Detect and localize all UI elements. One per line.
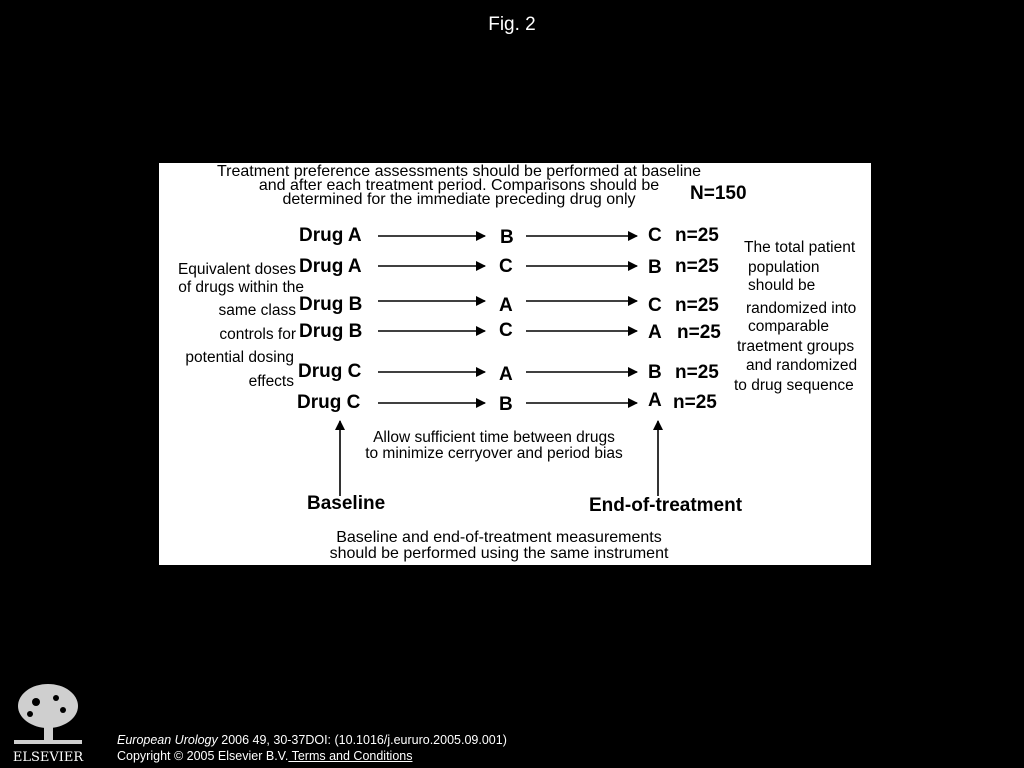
bottom-note-2: should be performed using the same instrument	[329, 545, 669, 562]
seq-4-n: n=25	[677, 322, 721, 343]
seq-2-second: C	[499, 256, 513, 277]
left-note-3: same class	[218, 302, 296, 319]
baseline-label: Baseline	[307, 493, 386, 514]
seq-1-n: n=25	[675, 225, 719, 246]
seq-1-second: B	[500, 227, 514, 248]
seq-5-n: n=25	[675, 362, 719, 383]
copyright-line	[117, 749, 412, 763]
seq-3-second: A	[499, 295, 513, 316]
terms-link[interactable]: Terms and Conditions	[288, 749, 413, 763]
right-note-7: and randomized	[746, 357, 858, 374]
right-note-8: to drug sequence	[734, 377, 854, 394]
seq-4-second: C	[499, 320, 513, 341]
seq-3-third: C	[648, 295, 662, 316]
right-note-6: traetment groups	[737, 338, 855, 355]
seq-2-third: B	[648, 257, 662, 278]
header-line-1: Treatment preference assessments should be performed at baseline	[216, 163, 702, 180]
copyright-text: Copyright © 2005 Elsevier B.V.	[117, 749, 289, 763]
left-note-4: controls for	[219, 326, 296, 343]
right-note-4: randomized into	[746, 300, 857, 317]
seq-4-first: Drug B	[299, 321, 363, 342]
seq-6-third: A	[648, 390, 662, 411]
figure-title: Fig. 2	[488, 14, 536, 35]
journal-name: European Urology	[117, 733, 218, 747]
diagram-panel	[159, 163, 871, 565]
seq-1-third: C	[648, 225, 662, 246]
seq-5-first: Drug C	[298, 361, 362, 382]
seq-6-first: Drug C	[297, 392, 361, 413]
seq-4-third: A	[648, 322, 662, 343]
end-of-treatment-label: End-of-treatment	[589, 495, 743, 516]
left-note-6: effects	[248, 373, 294, 390]
seq-6-second: B	[499, 394, 513, 415]
right-note-3: should be	[748, 277, 816, 294]
bottom-note-1: Baseline and end-of-treatment measurements	[336, 529, 662, 546]
seq-6-n: n=25	[673, 392, 717, 413]
header-line-2: and after each treatment period. Comparisons should be	[258, 177, 660, 194]
left-note-5: potential dosing	[185, 349, 294, 366]
citation-line	[117, 733, 507, 747]
left-note-2: of drugs within the	[178, 279, 304, 296]
total-n: N=150	[690, 183, 747, 204]
elsevier-logo	[8, 680, 88, 764]
seq-2-n: n=25	[675, 256, 719, 277]
left-note-1: Equivalent doses	[177, 261, 296, 278]
washout-note-2: to minimize cerryover and period bias	[365, 445, 623, 462]
header-line-3: determined for the immediate preceding drug only	[282, 191, 636, 208]
washout-note-1: Allow sufficient time between drugs	[373, 429, 615, 446]
seq-2-first: Drug A	[299, 256, 362, 277]
seq-3-n: n=25	[675, 295, 719, 316]
seq-5-third: B	[648, 362, 662, 383]
citation-details: 2006 49, 30-37DOI: (10.1016/j.eururo.2005.09.001)	[217, 733, 507, 747]
elsevier-logo-text: ELSEVIER	[12, 750, 84, 764]
right-note-5: comparable	[748, 318, 829, 335]
seq-1-first: Drug A	[299, 225, 362, 246]
seq-3-first: Drug B	[299, 294, 363, 315]
right-note-1: The total patient	[744, 239, 856, 256]
right-note-2: population	[748, 259, 820, 276]
seq-5-second: A	[499, 364, 513, 385]
